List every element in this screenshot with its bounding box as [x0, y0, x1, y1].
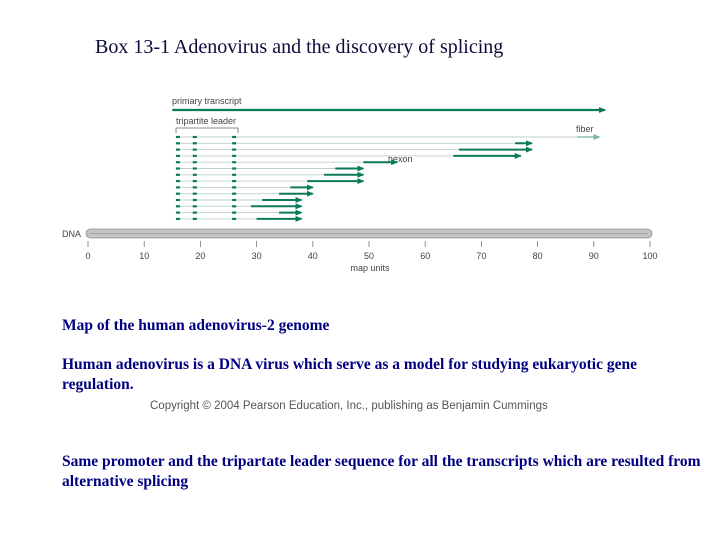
map-units-axis — [85, 241, 657, 261]
axis-tick-label: 80 — [532, 251, 543, 261]
axis-tick-label: 10 — [139, 251, 150, 261]
slide-title: Box 13-1 Adenovirus and the discovery of splicing — [95, 36, 504, 58]
hexon-label: hexon — [388, 154, 413, 164]
axis-tick-label: 40 — [307, 251, 318, 261]
primary-transcript-label: primary transcript — [172, 96, 242, 106]
dna-label: DNA — [62, 229, 82, 239]
axis-tick-label: 60 — [420, 251, 431, 261]
axis-tick-label: 20 — [195, 251, 206, 261]
axis-tick-label: 100 — [642, 251, 658, 261]
tripartite-leader-bracket — [176, 128, 238, 133]
axis-tick-label: 50 — [363, 251, 375, 261]
tripartite-leader-label: tripartite leader — [176, 116, 237, 126]
axis-tick-label: 90 — [588, 251, 599, 261]
axis-title: map units — [350, 263, 390, 273]
axis-tick-label: 30 — [251, 251, 262, 261]
axis-tick-label: 70 — [476, 251, 487, 261]
axis-tick-label: 0 — [85, 251, 91, 261]
map-caption: Map of the human adenovirus-2 genome — [62, 317, 330, 334]
fiber-label: fiber — [576, 124, 594, 134]
paragraph-alternative-splicing: Same promoter and the tripartate leader sequence for all the transcripts which are resulted from alternative splicing — [62, 453, 701, 490]
spliced-transcripts — [176, 137, 600, 219]
paragraph-adenovirus-model: Human adenovirus is a DNA virus which serve as a model for studying eukaryotic gene regulation. — [62, 356, 637, 393]
copyright-notice: Copyright © 2004 Pearson Education, Inc., publishing as Benjamin Cummings — [150, 400, 548, 412]
